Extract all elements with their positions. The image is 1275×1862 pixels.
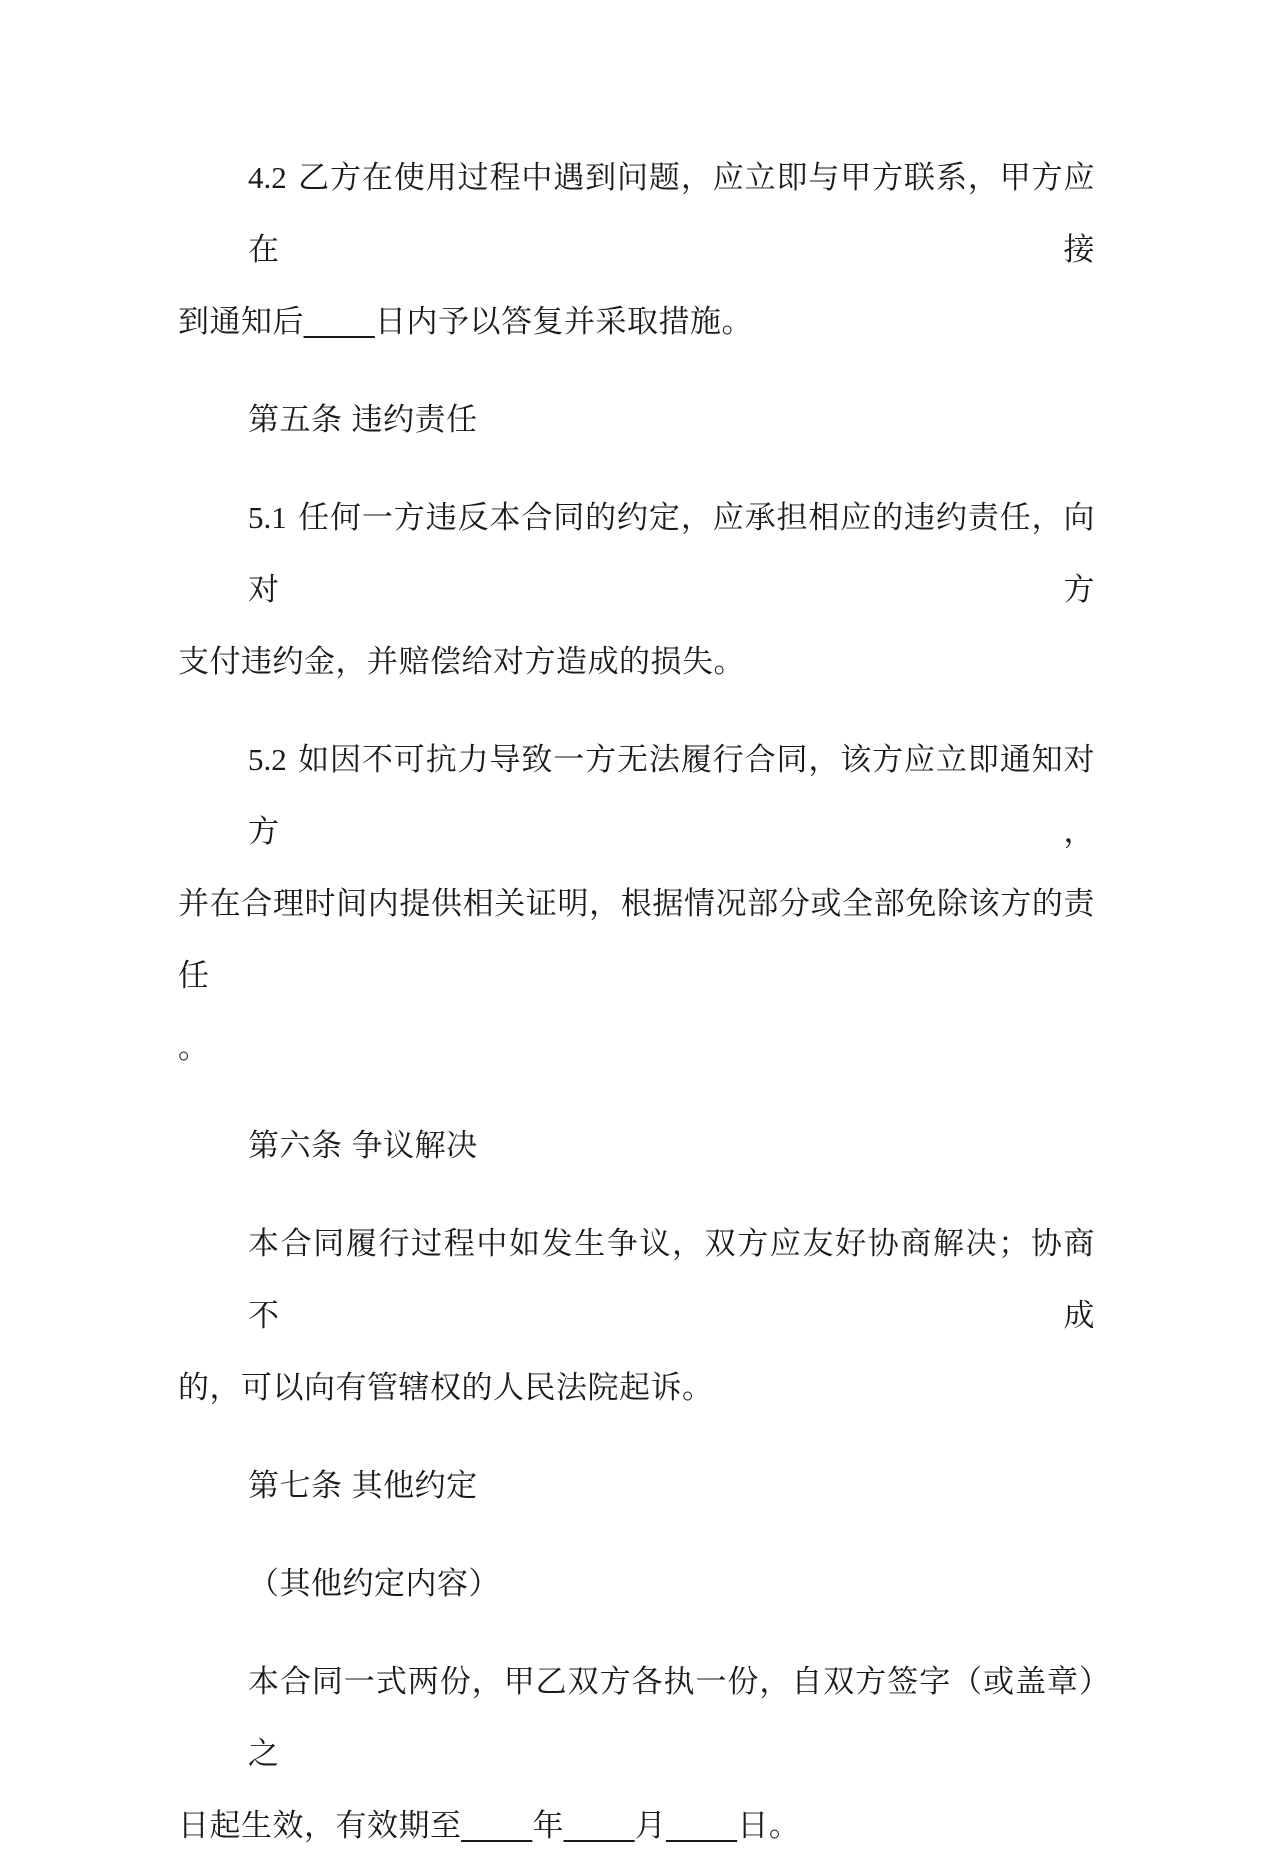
clause-text: 任何一方违反本合同的约定，应承担相应的违约责任，向对方 [248,500,1095,607]
clause-dispute-resolution [178,1208,1095,1424]
clause-number: 5.2 [248,742,287,777]
text-line: 并在合理时间内提供相关证明，根据情况部分或全部免除该方的责任 [178,886,1095,993]
text-line: 。 [178,1030,210,1065]
clause-5-1 [178,482,1095,698]
text-line: 到通知后____日内予以答复并采取措施。 [178,304,753,339]
text-line: 日起生效，有效期至____年____月____日。 [178,1808,801,1843]
heading-text: 第五条 违约责任 [248,402,478,437]
text-line [178,482,1095,626]
clause-other-agreements-placeholder [178,1548,1095,1620]
text-line [178,724,1095,868]
section-heading-article-5 [178,384,1095,456]
clause-number: 4.2 [248,160,287,195]
clause-number: 5.1 [248,500,287,535]
text-line: 本合同履行过程中如发生争议，双方应友好协商解决；协商不成 [248,1226,1095,1333]
clause-4-2 [178,142,1095,358]
text-line: 本合同一式两份，甲乙双方各执一份，自双方签字（或盖章）之 [248,1664,1095,1771]
section-heading-article-7 [178,1450,1095,1522]
clause-text: 如因不可抗力导致一方无法履行合同，该方应立即通知对方， [248,742,1095,849]
text-line: 的，可以向有管辖权的人民法院起诉。 [178,1370,714,1405]
clause-counterparts-validity [178,1646,1095,1862]
heading-text: 第七条 其他约定 [248,1468,478,1503]
text-line: 支付违约金，并赔偿给对方造成的损失。 [178,644,745,679]
clause-5-2 [178,724,1095,1084]
text-line: （其他约定内容） [248,1566,500,1601]
contract-document-body [178,142,1095,1862]
clause-text: 乙方在使用过程中遇到问题，应立即与甲方联系，甲方应在接 [248,160,1095,267]
section-heading-article-6 [178,1110,1095,1182]
text-line [178,142,1095,286]
heading-text: 第六条 争议解决 [248,1128,478,1163]
